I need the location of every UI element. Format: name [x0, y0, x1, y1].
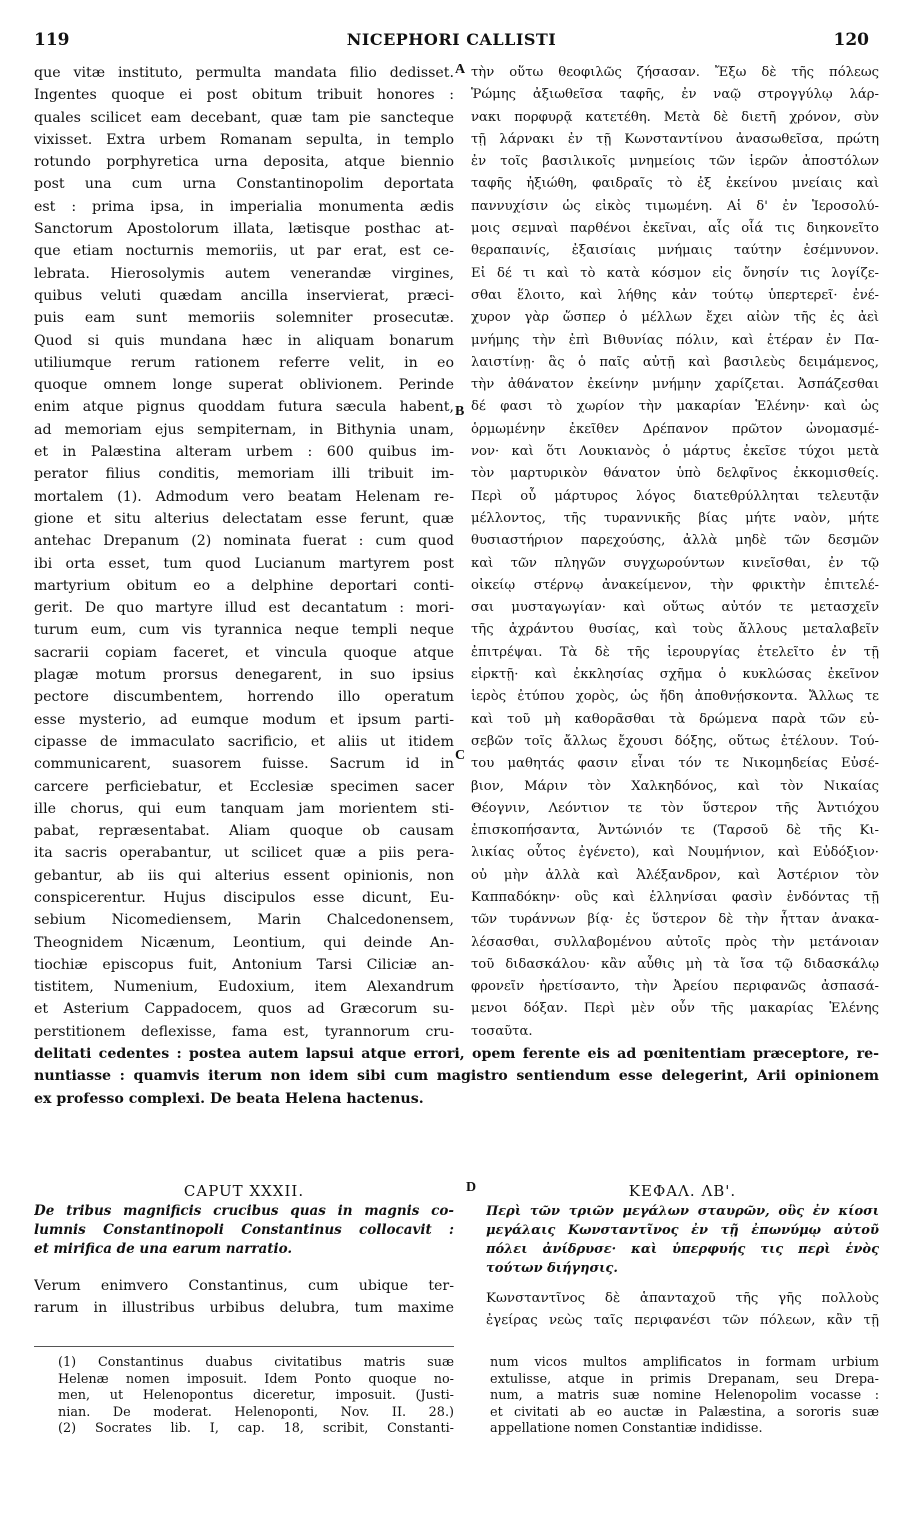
text-line: utiliumque rerum rationem referre velit, in eo	[34, 354, 454, 371]
text-line: que etiam nocturnis memoriis, ut par erat, est ce-	[34, 243, 454, 260]
text-line: θεραπαινίς, ἐξαισίαις μνήμαις ταύτην ἐσέμνυνον.	[471, 243, 879, 259]
text-line: του μαθητάς φασιν εἶναι τόν τε Νικομηδείας Εὐσέ-	[471, 756, 879, 772]
footnote-line: Helenæ nomen imposuit. Idem Ponto quoque no-	[58, 1371, 454, 1387]
caput-section	[34, 1180, 454, 1320]
footnote-rule	[34, 1346, 454, 1347]
text-line: perator filius conditis, memoriam illi tribuit im-	[34, 466, 454, 483]
footnote-line: (1) Constantinus duabus civitatibus matris suæ	[58, 1355, 454, 1370]
text-line: quales scilicet eam decebant, quæ tam pie sancteque	[34, 109, 454, 126]
text-line: gebantur, ab iis qui alterius essent opinionis, non	[34, 867, 454, 884]
subtitle-line: De tribus magnificis crucibus quas in magnis co-	[34, 1203, 454, 1219]
full-width-latin-text	[34, 1043, 879, 1110]
text-line: σεβῶν τοῖς ἄλλως ἔχουσι δόξης, οὕτως ἐτέλουν. Τού-	[471, 733, 879, 749]
text-line: mortalem (1). Admodum vero beatam Helenam re-	[34, 488, 454, 505]
text-line: rarum in illustribus urbibus delubra, tum maxime	[34, 1300, 454, 1317]
text-line: τὴν ἀθάνατον ἐκείνην μνήμην χαρίζεται. Ἀσπάζεσθαι	[471, 377, 879, 393]
text-line: quoque omnem longe superat oblivionem. Perinde	[34, 377, 454, 394]
text-line: lebrata. Hierosolymis autem venerandæ virgines,	[34, 265, 454, 282]
text-line: Quod si quis mundana hæc in aliquam bonarum	[34, 332, 454, 349]
text-line: nuntiasse : quamvis iterum non idem sibi cum magistro sentiendum esse delegerint, Arii opinionem	[34, 1068, 879, 1085]
text-line: conspicerentur. Hujus discipulos esse dicunt, Eu-	[34, 889, 454, 906]
text-line: Theognidem Nicænum, Leontium, qui deinde An-	[34, 934, 454, 951]
text-line: plagæ motum prorsus denegarent, in suo ipsius	[34, 667, 454, 684]
text-line: et in Palæstina alteram urbem : 600 quibus im-	[34, 444, 454, 461]
text-line: ita sacris operabantur, ut scilicet quæ a piis pera-	[34, 845, 454, 862]
text-line: Περὶ οὗ μάρτυρος λόγος διατεθρύλληται τελευτᾷν	[471, 488, 879, 504]
text-line: esse mysterio, ad eumque modum et ipsum parti-	[34, 711, 454, 728]
text-line: ὁρμωμένην ἐκεῖθεν Δρέπανον πρῶτον ὠνομασμέ-	[471, 421, 879, 437]
text-line: νον· καὶ ὅτι Λουκιανὸς ὁ μάρτυς ἐκεῖσε τύχοι μετὰ	[471, 444, 879, 460]
text-line: perstitionem deflexisse, fama est, tyrannorum cru-	[34, 1023, 454, 1040]
subtitle-line: τούτων διήγησις.	[486, 1261, 618, 1276]
text-line: post una cum urna Constantinopolim deportata	[34, 176, 454, 193]
text-line: quibus veluti quædam ancilla inservierat, præci-	[34, 287, 454, 304]
subtitle-line: μεγάλαις Κωνσταντῖνος ἐν τῇ ἐπωνύμῳ αὐτοῦ	[486, 1223, 879, 1238]
subtitle-line: lumnis Constantinopoli Constantinus collocavit :	[34, 1222, 454, 1238]
text-line: ἐγείρας νεὼς ταῖς περιφανέσι τῶν πόλεων, κἂν τῇ	[486, 1313, 879, 1329]
text-line: que vitæ instituto, permulta mandata filio dedisset.	[34, 65, 454, 81]
left-page-number: 119	[34, 30, 70, 50]
text-line: sacrarii copiam faceret, et vincula quoque atque	[34, 644, 454, 661]
text-line: παννυχίσιν ὡς εἰκὸς τιμωμένη. Αἱ δ' ἐν Ἱεροσολύ-	[471, 198, 879, 214]
text-line: carcere perficiebatur, et Ecclesiæ specimen sacer	[34, 778, 454, 795]
text-line: rotundo porphyretica urna deposita, atque biennio	[34, 154, 454, 171]
right-page-number: 120	[833, 30, 869, 50]
text-line: Verum enimvero Constantinus, cum ubique ter-	[34, 1278, 454, 1294]
text-line: sebium Nicomediensem, Marin Chalcedonensem,	[34, 912, 454, 929]
text-line: τῆς ἀχράντου θυσίας, καὶ τοὺς ἄλλους μεταλαβεῖν	[471, 622, 879, 638]
text-line: μοις σεμναὶ παρθένοι ἐκεῖναι, αἷς οἷά τις διηκονεῖτο	[471, 221, 879, 237]
subtitle-line: πόλει ἀνίδρυσε· καὶ ὑπερφυής τις περὶ ἑνὸς	[486, 1242, 879, 1257]
footnote-line: (2) Socrates lib. I, cap. 18, scribit, Constanti-	[58, 1421, 454, 1436]
text-line: καὶ τοῦ μὴ καθορᾶσθαι τὰ δρώμενα παρὰ τῶν εὐ-	[471, 711, 879, 727]
text-line: tiochiæ episcopus fuit, Antonium Tarsi Ciliciæ an-	[34, 956, 454, 973]
footnote-line: nian. De moderat. Helenoponti, Nov. II. 28.)	[58, 1404, 454, 1420]
text-line: ex professo complexi. De beata Helena hactenus.	[34, 1090, 424, 1107]
text-line: ταφῆς ἠξιώθη, φαιδραῖς τὸ ἐξ ἐκείνου μνείαις καὶ	[471, 176, 879, 192]
text-line: λαιστίνῃ· ἃς ὁ παῖς αὐτῇ καὶ βασιλεὺς δειμάμενος,	[471, 354, 879, 370]
text-line: pabat, repræsentabat. Aliam quoque ob causam	[34, 823, 454, 840]
text-line: Κωνσταντῖνος δὲ ἁπανταχοῦ τῆς γῆς πολλοὺς	[486, 1291, 879, 1306]
text-line: τῇ λάρνακι ἐν τῇ Κωνσταντίνου ἀνασωθεῖσα, πρώτη	[471, 131, 879, 147]
section-marker-c: C	[455, 748, 466, 763]
running-title: NICEPHORI CALLISTI	[346, 30, 557, 49]
text-line: gerit. De quo martyre illud est decantatum : mori-	[34, 600, 454, 617]
text-line: Sanctorum Apostolorum illata, lætisque posthac at-	[34, 221, 454, 238]
subtitle-line: et mirifica de una earum narratio.	[34, 1241, 293, 1257]
kephal-subtitle	[486, 1202, 879, 1278]
text-line: puis eam sunt memoriis solemniter prosecutæ.	[34, 310, 454, 327]
text-line: Καππαδόκην· οὓς καὶ ἑλληνίσαι φασὶν ἐνδόντας τῇ	[471, 889, 879, 905]
footnotes-left	[58, 1355, 454, 1438]
running-header	[34, 30, 869, 56]
text-line: communicarent, suasorem fuisse. Sacrum id in	[34, 756, 454, 773]
text-line: et Asterium Cappadocem, quos ad Græcorum su-	[34, 1001, 454, 1018]
text-line: εἱρκτῇ· καὶ ἐκκλησίας σχῆμα ὁ κυκλώσας ἐκεῖνον	[471, 667, 879, 683]
text-line: ἐν τοῖς βασιλικοῖς μνημείοις τῶν ἱερῶν ἀποστόλων	[471, 154, 879, 170]
text-line: Εἰ δέ τι καὶ τὸ κατὰ κόσμον εἰς ὄνησίν τις λογίζε-	[471, 265, 879, 281]
text-line: καὶ τῶν πληγῶν συγχωρούντων κινεῖσθαι, ἐν τῷ	[471, 555, 879, 571]
text-line: δέ φασι τὸ χωρίον τὴν μακαρίαν Ἑλένην· καὶ ὡς	[471, 399, 879, 415]
section-marker-a: A	[455, 62, 466, 77]
caput-subtitle	[34, 1202, 454, 1259]
text-line: ille chorus, qui eum tanquam jam morientem sti-	[34, 800, 454, 817]
footnote-line: men, ut Helenopontus diceretur, imposuit. (Justi-	[58, 1388, 454, 1403]
text-line: τῶν τυράννων βίᾳ· ἐς ὕστερον δὲ τὴν ἧτταν ἀνακα-	[471, 912, 879, 928]
latin-column	[34, 62, 454, 1043]
text-line: νακι πορφυρᾷ κατετέθη. Μετὰ δὲ διετῆ χρόνον, σὺν	[471, 109, 879, 125]
text-line: οὐ μὴν ἀλλὰ καὶ Ἀλέξανδρον, καὶ Ἀστέριον τὸν	[471, 867, 879, 883]
text-line: μέλλοντος, τῆς τυραννικῆς βίας μήτε ναὸν, μήτε	[471, 510, 879, 526]
text-line: μνήμης τὴν ἐπὶ Βιθυνίας πόλιν, καὶ ἑτέραν ἐν Πα-	[471, 332, 879, 348]
text-line: pectore discumbentem, horrendo illo operatum	[34, 689, 454, 706]
section-marker-d: D	[466, 1180, 477, 1195]
text-line: οἰκείῳ στέρνῳ ἀνακείμενον, τὴν φρικτὴν ἐπιτελέ-	[471, 577, 879, 593]
greek-column	[471, 62, 879, 1043]
caput-body	[34, 1275, 454, 1320]
text-line: Ῥώμης ἀξιωθεῖσα ταφῆς, ἐν ναῷ στρογγύλῳ λάρ-	[471, 87, 879, 103]
text-line: χυρον γὰρ ὥσπερ ὁ μέλλων ἔχει αἰὼν τῆς ἐς ἀεὶ	[471, 310, 879, 326]
footnote-line: num, a matris suæ nomine Helenopolim vocasse :	[490, 1388, 879, 1403]
text-line: gione et situ alterius delectatam esse ferunt, quæ	[34, 510, 454, 527]
text-line: τὸν μαρτυρικὸν θάνατον ὑπὸ δελφῖνος ἐκκομισθείς.	[471, 466, 879, 482]
footnotes-right	[490, 1355, 879, 1438]
text-line: vixisset. Extra urbem Romanam sepulta, in templo	[34, 131, 454, 148]
text-line: ad memoriam ejus sempiternam, in Bithynia unam,	[34, 421, 454, 438]
text-line: ἐπιτρέψαι. Τὰ δὲ τῆς ἱερουργίας ἐτελεῖτο ἐν τῇ	[471, 644, 879, 660]
text-line: σθαι ἕλοιτο, καὶ λήθης κἀν τούτῳ ὑπερτερεῖ· ἐνέ-	[471, 287, 879, 303]
footnote-line: et civitati ab eo auctæ in Palæstina, a sororis suæ	[490, 1404, 879, 1420]
text-line: φρονεῖν ἠρετίσαντο, τὴν Ἀρείου περιφανῶς ἀσπασά-	[471, 979, 879, 995]
text-line: λέσασθαι, συλλαβομένου αὐτοῖς πρὸς τὴν μετάνοιαν	[471, 934, 879, 950]
footnote-line: num vicos multos amplificatos in formam urbium	[490, 1355, 879, 1370]
text-line: ἐπισκοπήσαντα, Ἀντώνιόν τε (Ταρσοῦ δὲ τῆς Κι-	[471, 823, 879, 839]
footnote-line: appellatione nomen Constantiæ indidisse.	[490, 1421, 763, 1436]
text-line: cipasse de immaculato sacrificio, et aliis ut itidem	[34, 733, 454, 750]
text-line: θυσιαστήριον παρεχούσης, ἀλλὰ μηδὲ τῶν δεσμῶν	[471, 533, 879, 549]
kephal-body	[486, 1288, 879, 1333]
text-line: enim atque pignus quoddam futura sæcula habent,	[34, 399, 454, 416]
text-line: delitati cedentes : postea autem lapsui atque errori, opem ferente eis ad pœnitentiam præceptore, re-	[34, 1046, 879, 1062]
text-line: τὴν οὕτω θεοφιλῶς ζήσασαν. Ἔξω δὲ τῆς πόλεως	[471, 65, 879, 80]
text-line: antehac Drepanum (2) nominata fuerat : cum quod	[34, 533, 454, 550]
kephal-section	[486, 1180, 879, 1333]
footnote-line: extulisse, atque in primis Drepanam, seu Drepa-	[490, 1371, 879, 1387]
text-line: ibi orta esset, tum quod Lucianum martyrem post	[34, 555, 454, 572]
text-line: Θέογνιν, Λεόντιον τε τὸν ὕστερον τῆς Ἀντιόχου	[471, 800, 879, 816]
text-line: est : prima ipsa, in imperialia monumenta ædis	[34, 198, 454, 215]
text-line: martyrium obitum eo a delphine deportari conti-	[34, 577, 454, 594]
kephal-title: ΚΕΦΑΛ. ΛΒ'.	[628, 1182, 737, 1200]
text-line: turum eum, cum vis tyrannica neque templi neque	[34, 622, 454, 639]
text-line: ἱερὸς ἐτύπου χορὸς, ὡς ἤδη ἀποθνῄσκοντα. Ἄλλως τε	[471, 689, 879, 705]
subtitle-line: Περὶ τῶν τριῶν μεγάλων σταυρῶν, οὓς ἐν κίοσι	[486, 1204, 879, 1219]
section-marker-b: B	[455, 404, 465, 419]
text-line: τοῦ διδασκάλου· κἂν αὖθις μὴ τὰ ἴσα τῷ διδασκάλῳ	[471, 956, 879, 972]
caput-title: CAPUT XXXII.	[183, 1182, 305, 1200]
text-line: tistitem, Numenium, Eudoxium, item Alexandrum	[34, 979, 454, 996]
text-line: μενοι δόξαν. Περὶ μὲν οὖν τῆς μακαρίας Ἑλένης	[471, 1001, 879, 1017]
text-line: τοσαῦτα.	[471, 1023, 533, 1039]
text-line: σαι μυσταγωγίαν· καὶ οὕτως αὐτόν τε μετασχεῖν	[471, 600, 879, 616]
text-line: λικίας οὗτος ἐγένετο), καὶ Νουμήνιον, καὶ Εὐδόξιον·	[471, 845, 879, 861]
text-line: βιον, Μάριν τὸν Χαλκηδόνος, καὶ τὸν Νικαίας	[471, 778, 879, 794]
text-line: Ingentes quoque ei post obitum tribuit honores :	[34, 87, 454, 104]
